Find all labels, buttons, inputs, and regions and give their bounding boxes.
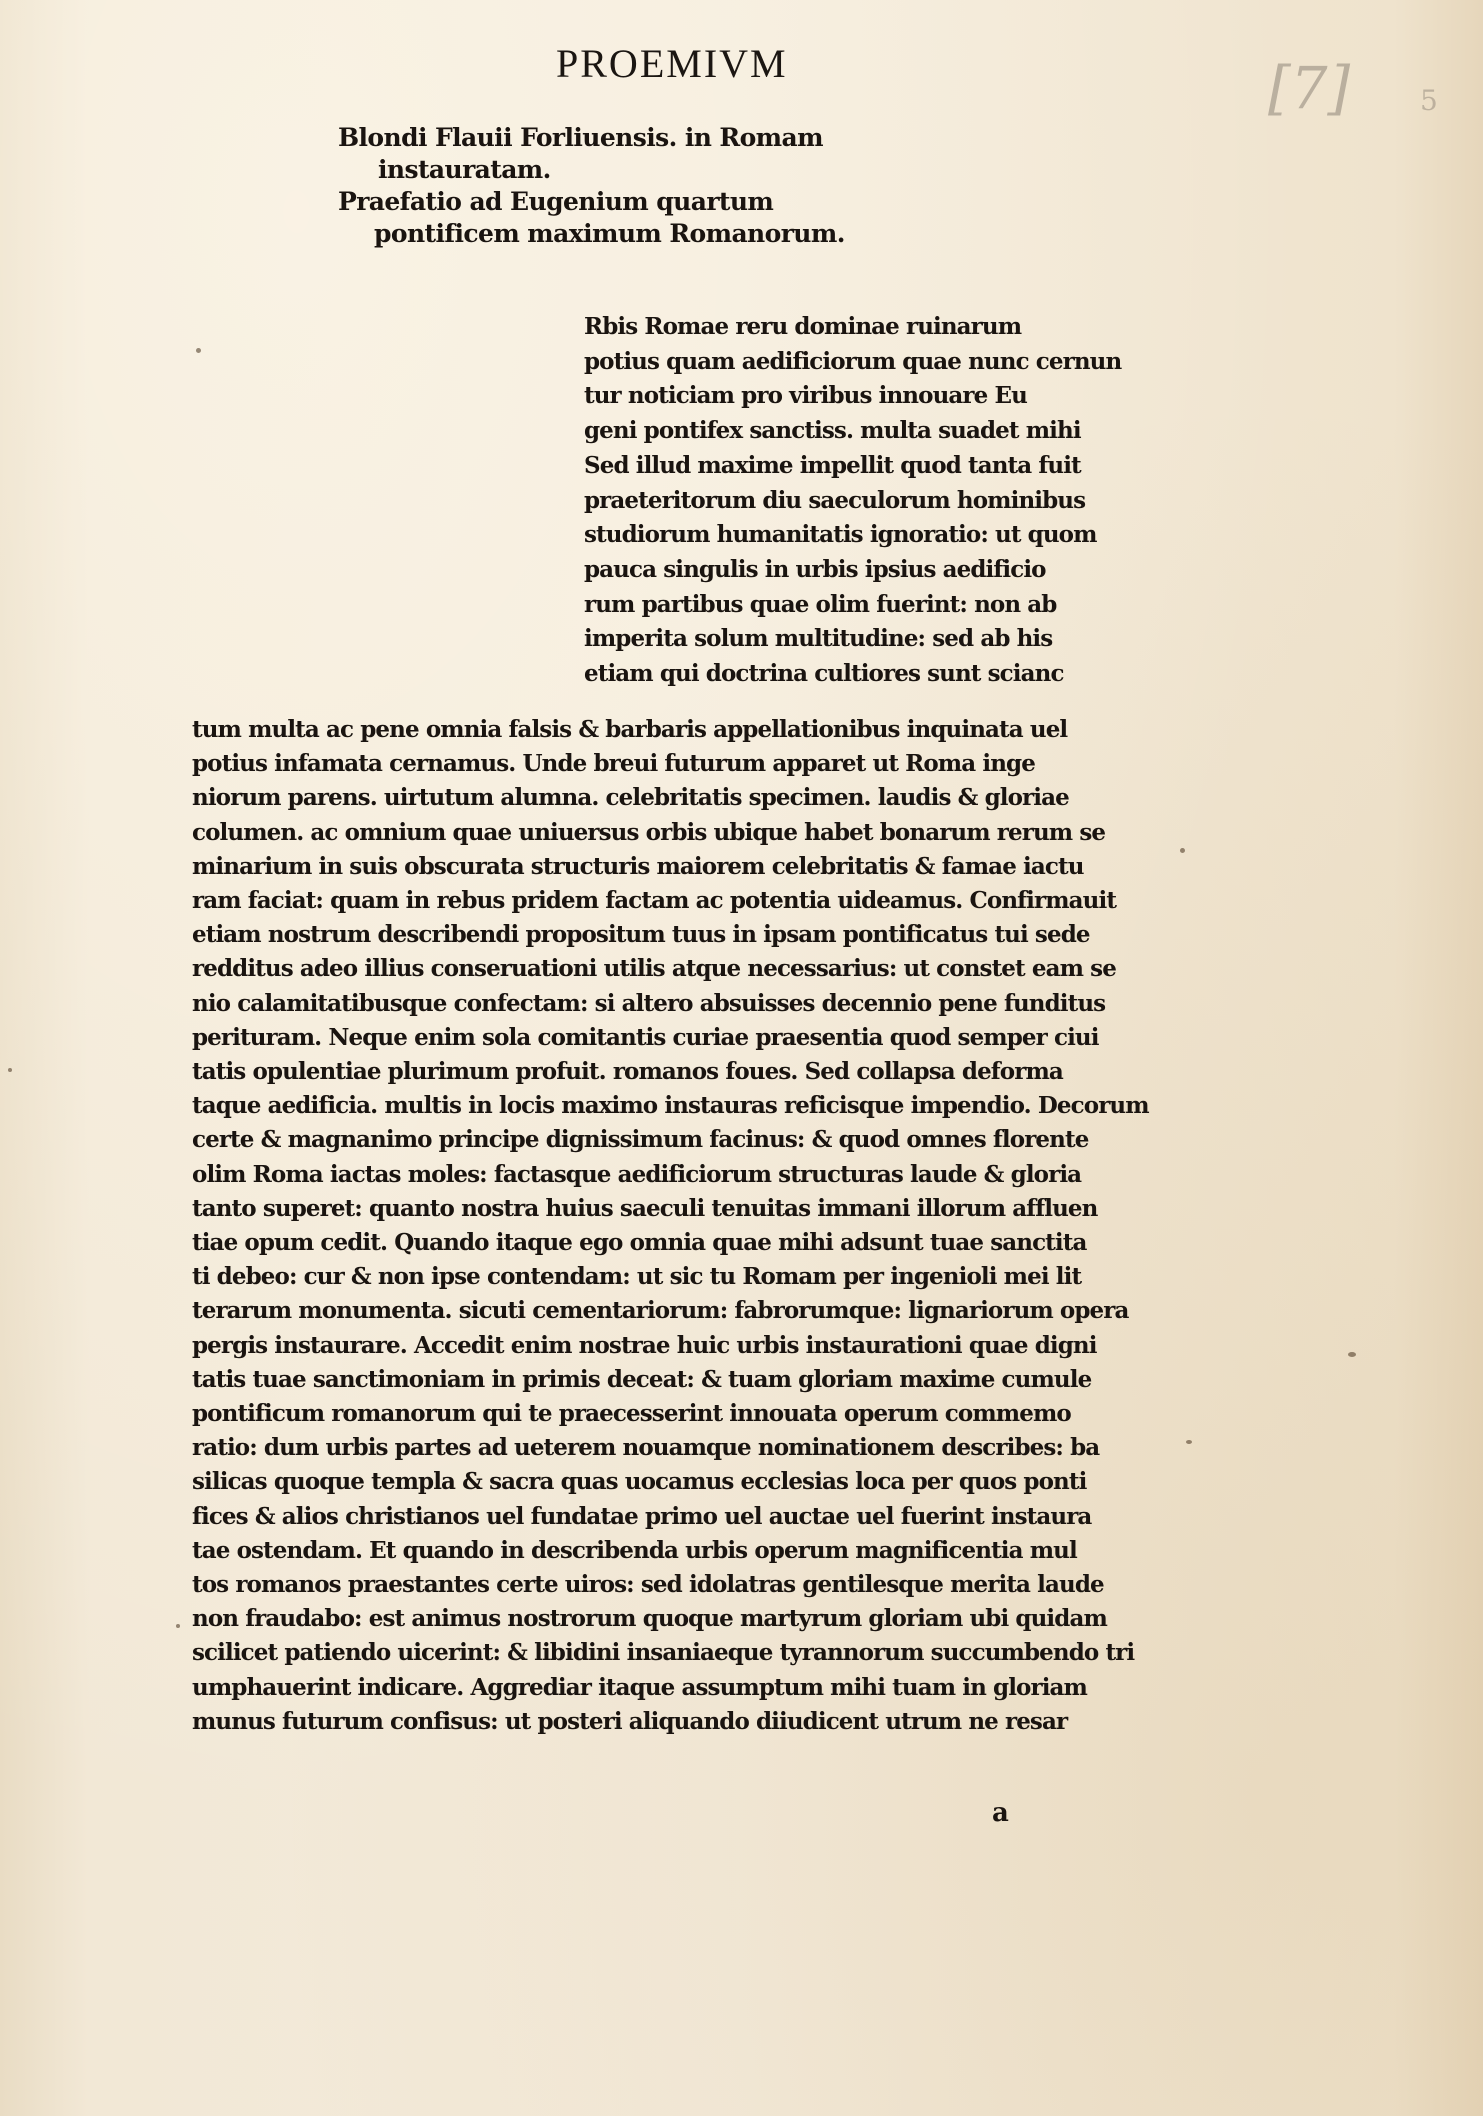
paper-speck — [1186, 1440, 1192, 1444]
text-line: minarium in suis obscurata structuris maiorem celebritatis & famae iactu — [192, 852, 1084, 880]
text-line: studiorum humanitatis ignoratio: ut quom — [584, 521, 1097, 549]
text-line: Rbis Romae reru dominae ruinarum — [584, 313, 1022, 340]
text-line: Sed illud maxime impellit quod tanta fuit — [584, 451, 1081, 479]
text-line: potius infamata cernamus. Unde breui futurum apparet ut Roma inge — [192, 750, 1035, 778]
text-line: ram faciat: quam in rebus pridem factam ac potentia uideamus. Confirmauit — [192, 887, 1117, 915]
text-line: perituram. Neque enim sola comitantis curiae praesentia quod semper ciui — [192, 1023, 1099, 1051]
title-line: Blondi Flauii Forliuensis. in Romam — [338, 123, 823, 152]
text-line: etiam nostrum describendi propositum tuus in ipsam pontificatus tui sede — [192, 921, 1090, 949]
text-line: tiae opum cedit. Quando itaque ego omnia quae mihi adsunt tuae sanctita — [192, 1229, 1087, 1257]
text-line: tatis opulentiae plurimum profuit. romanos foues. Sed collapsa deforma — [192, 1058, 1063, 1086]
body-text-full-width — [192, 713, 1149, 1739]
text-line: tum multa ac pene omnia falsis & barbaris appellationibus inquinata uel — [192, 716, 1068, 743]
body-text-narrow-column — [584, 310, 1122, 692]
text-line: etiam qui doctrina cultiores sunt scianc — [584, 660, 1064, 688]
text-line: silicas quoque templa & sacra quas uocamus ecclesias loca per quos ponti — [192, 1468, 1087, 1496]
paper-speck — [1348, 1352, 1356, 1357]
text-line: tanto superet: quanto nostra huius saeculi tenuitas immani illorum affluen — [192, 1194, 1098, 1222]
text-line: taque aedificia. multis in locis maximo instauras reficisque impendio. Decorum — [192, 1092, 1149, 1120]
text-line: potius quam aedificiorum quae nunc cernun — [584, 347, 1122, 375]
text-line: scilicet patiendo uicerint: & libidini insaniaeque tyrannorum succumbendo tri — [192, 1639, 1135, 1667]
text-line: tos romanos praestantes certe uiros: sed idolatras gentilesque merita laude — [192, 1571, 1104, 1599]
running-header: PROEMIVM — [556, 41, 788, 86]
text-line: terarum monumenta. sicuti cementariorum: fabrorumque: lignariorum opera — [192, 1297, 1129, 1325]
text-line: ratio: dum urbis partes ad ueterem nouamque nominationem describes: ba — [192, 1434, 1100, 1462]
text-line: praeteritorum diu saeculorum hominibus — [584, 486, 1086, 514]
paper-speck — [176, 1624, 180, 1628]
text-line: pontificum romanorum qui te praecesserint innouata operum commemo — [192, 1400, 1071, 1428]
pencil-note: 5 — [1420, 84, 1438, 117]
paper-speck — [8, 1068, 12, 1072]
title-line: pontificem maximum Romanorum. — [374, 219, 845, 248]
text-line: ti debeo: cur & non ipse contendam: ut sic tu Romam per ingenioli mei lit — [192, 1263, 1082, 1291]
text-line: pergis instaurare. Accedit enim nostrae huic urbis instaurationi quae digni — [192, 1331, 1097, 1359]
text-line: fices & alios christianos uel fundatae primo uel auctae uel fuerint instaura — [192, 1502, 1092, 1530]
text-line: umphauerint indicare. Aggrediar itaque assumptum mihi tuam in gloriam — [192, 1673, 1087, 1701]
pencil-folio-number: [7] — [1268, 54, 1351, 122]
text-line: imperita solum multitudine: sed ab his — [584, 625, 1053, 653]
text-line: tae ostendam. Et quando in describenda urbis operum magnificentia mul — [192, 1536, 1077, 1564]
text-line: pauca singulis in urbis ipsius aedificio — [584, 555, 1046, 583]
text-line: munus futurum confisus: ut posteri aliquando diiudicent utrum ne resar — [192, 1707, 1068, 1735]
text-line: nio calamitatibusque confectam: si altero absuisses decennio pene funditus — [192, 989, 1106, 1017]
text-line: redditus adeo illius conseruationi utilis atque necessarius: ut constet eam se — [192, 955, 1116, 983]
text-line: rum partibus quae olim fuerint: non ab — [584, 590, 1057, 618]
text-line: niorum parens. uirtutum alumna. celebritatis specimen. laudis & gloriae — [192, 784, 1069, 812]
text-line: non fraudabo: est animus nostrorum quoque martyrum gloriam ubi quidam — [192, 1605, 1107, 1633]
text-line: tatis tuae sanctimoniam in primis deceat: & tuam gloriam maxime cumule — [192, 1365, 1092, 1393]
text-line: certe & magnanimo principe dignissimum facinus: & quod omnes florente — [192, 1126, 1089, 1154]
text-line: tur noticiam pro viribus innouare Eu — [584, 382, 1027, 410]
title-line: Praefatio ad Eugenium quartum — [338, 187, 774, 216]
text-line: columen. ac omnium quae uniuersus orbis ubique habet bonarum rerum se — [192, 818, 1106, 846]
signature-mark: a — [992, 1798, 1009, 1828]
title-block — [338, 122, 845, 250]
paper-speck — [196, 348, 201, 353]
paper-speck — [1180, 848, 1185, 853]
text-line: geni pontifex sanctiss. multa suadet mihi — [584, 417, 1081, 445]
text-line: olim Roma iactas moles: factasque aedificiorum structuras laude & gloria — [192, 1160, 1082, 1188]
title-line: instauratam. — [378, 155, 551, 184]
